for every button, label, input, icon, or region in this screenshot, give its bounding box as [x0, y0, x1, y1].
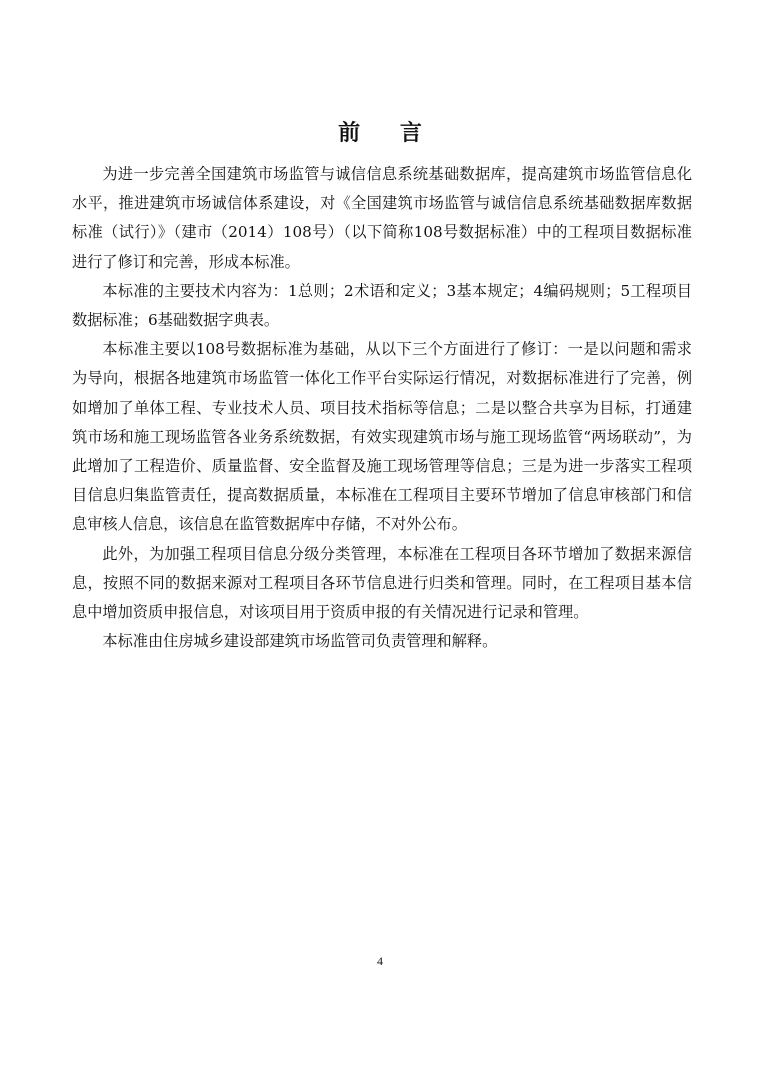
- paragraph-responsibility: 本标准由住房城乡建设部建筑市场监管司负责管理和解释。: [102, 632, 498, 651]
- page-number: 4: [377, 954, 383, 968]
- document-body: [72, 160, 692, 656]
- paragraph-data-source: 此外，为加强工程项目信息分级分类管理，本标准在工程项目各环节增加了数据来源信息，按照不同的数据来源对工程项目各环节信息进行归类和管理。同时，在工程项目基本信息中增加资质申报信息，对该项目用于资质申报的有关情况进行记录和管理。: [72, 544, 692, 622]
- paragraph-contents: 本标准的主要技术内容为：1总则；2术语和定义；3基本规定；4编码规则；5工程项目数据标准；6基础数据字典表。: [72, 281, 692, 330]
- paragraph-revisions: 本标准主要以108号数据标准为基础，从以下三个方面进行了修订：一是以问题和需求为导向，根据各地建筑市场监管一体化工作平台实际运行情况，对数据标准进行了完善，例如增加了单体工程、专业技术人员、项目技术指标等信息；二是以整合共享为目标，打通建筑市场和施工现场监管各业务系统数据，有效实现建筑市场与施工现场监管“两场联动”，为此增加了工程造价、质量监督、安全监督及施工现场管理等信息；三是为进一步落实工程项目信息归集监管责任，提高数据质量，本标准在工程项目主要环节增加了信息审核部门和信息审核人信息，该信息在监管数据库中存储，不对外公布。: [72, 340, 692, 534]
- paragraph-intro: 为进一步完善全国建筑市场监管与诚信信息系统基础数据库，提高建筑市场监管信息化水平，推进建筑市场诚信体系建设，对《全国建筑市场监管与诚信信息系统基础数据库数据标准（试行）》（建市（2014）108号）（以下简称108号数据标准）中的工程项目数据标准进行了修订和完善，形成本标准。: [72, 165, 692, 271]
- page-title: 前 言: [338, 121, 438, 146]
